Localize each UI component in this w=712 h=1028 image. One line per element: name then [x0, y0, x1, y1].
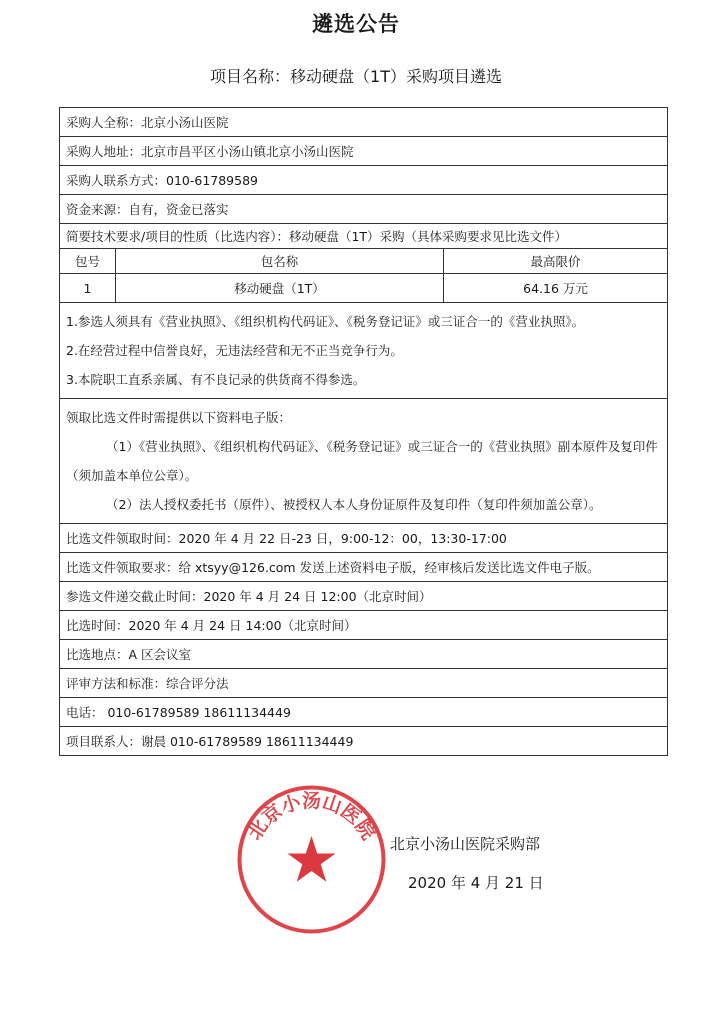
- qualifications: [60, 303, 668, 399]
- phone: 电话： 010-61789589 18611134449: [60, 698, 668, 727]
- official-seal: [234, 782, 389, 937]
- required-documents: [60, 399, 668, 524]
- seal-text: 北京小汤山医院: [243, 790, 380, 844]
- package-header-number: 包号: [60, 249, 116, 274]
- evaluation-method: 评审方法和标准：综合评分法: [60, 669, 668, 698]
- package-number: 1: [60, 274, 116, 303]
- document-item-1: （1）《营业执照》、《组织机构代码证》、《税务登记证》或三证合一的《营业执照》副本原件及复印件（须加盖本单位公章）。: [66, 439, 658, 483]
- document-title: 遴选公告: [312, 12, 400, 36]
- package-price: 64.16 万元: [444, 274, 668, 303]
- signing-department: 北京小汤山医院采购部: [390, 835, 541, 853]
- package-header-name: 包名称: [116, 249, 444, 274]
- document-item-2: （2）法人授权委托书（原件）、被授权人本人身份证原件及复印件（复印件须加盖公章）。: [106, 497, 602, 512]
- purchaser-contact: 采购人联系方式：010-61789589: [60, 166, 668, 195]
- qualification-1: 1.参选人须具有《营业执照》、《组织机构代码证》、《税务登记证》或三证合一的《营业执照》。: [66, 314, 585, 329]
- announcement-table: [59, 107, 668, 756]
- selection-location: 比选地点：A 区会议室: [60, 640, 668, 669]
- package-name: 移动硬盘（1T）: [116, 274, 444, 303]
- pickup-requirement: 比选文件领取要求：给 xtsyy@126.com 发送上述资料电子版，经审核后发送比选文件电子版。: [60, 553, 668, 582]
- package-header-price: 最高限价: [444, 249, 668, 274]
- documents-heading: 领取比选文件时需提供以下资料电子版：: [66, 410, 292, 425]
- selection-time: 比选时间：2020 年 4 月 24 日 14:00（北京时间）: [60, 611, 668, 640]
- submission-deadline: 参选文件递交截止时间：2020 年 4 月 24 日 12:00（北京时间）: [60, 582, 668, 611]
- pickup-time: 比选文件领取时间：2020 年 4 月 22 日-23 日，9:00-12：00，13:30-17:00: [60, 524, 668, 553]
- seal-star-icon: [288, 836, 336, 882]
- fund-source: 资金来源：自有，资金已落实: [60, 195, 668, 224]
- qualification-3: 3.本院职工直系亲属、有不良记录的供货商不得参选。: [66, 372, 366, 387]
- signing-date: 2020 年 4 月 21 日: [408, 874, 544, 892]
- tech-requirement: 简要技术要求/项目的性质（比选内容）：移动硬盘（1T）采购（具体采购要求见比选文件）: [60, 224, 668, 249]
- qualification-2: 2.在经营过程中信誉良好，无违法经营和无不正当竞争行为。: [66, 343, 403, 358]
- purchaser-name: 采购人全称：北京小汤山医院: [60, 108, 668, 137]
- project-contact: 项目联系人：谢晨 010-61789589 18611134449: [60, 727, 668, 756]
- purchaser-address: 采购人地址：北京市昌平区小汤山镇北京小汤山医院: [60, 137, 668, 166]
- svg-text:北京小汤山医院: [244, 790, 380, 844]
- project-name: 项目名称：移动硬盘（1T）采购项目遴选: [210, 67, 502, 86]
